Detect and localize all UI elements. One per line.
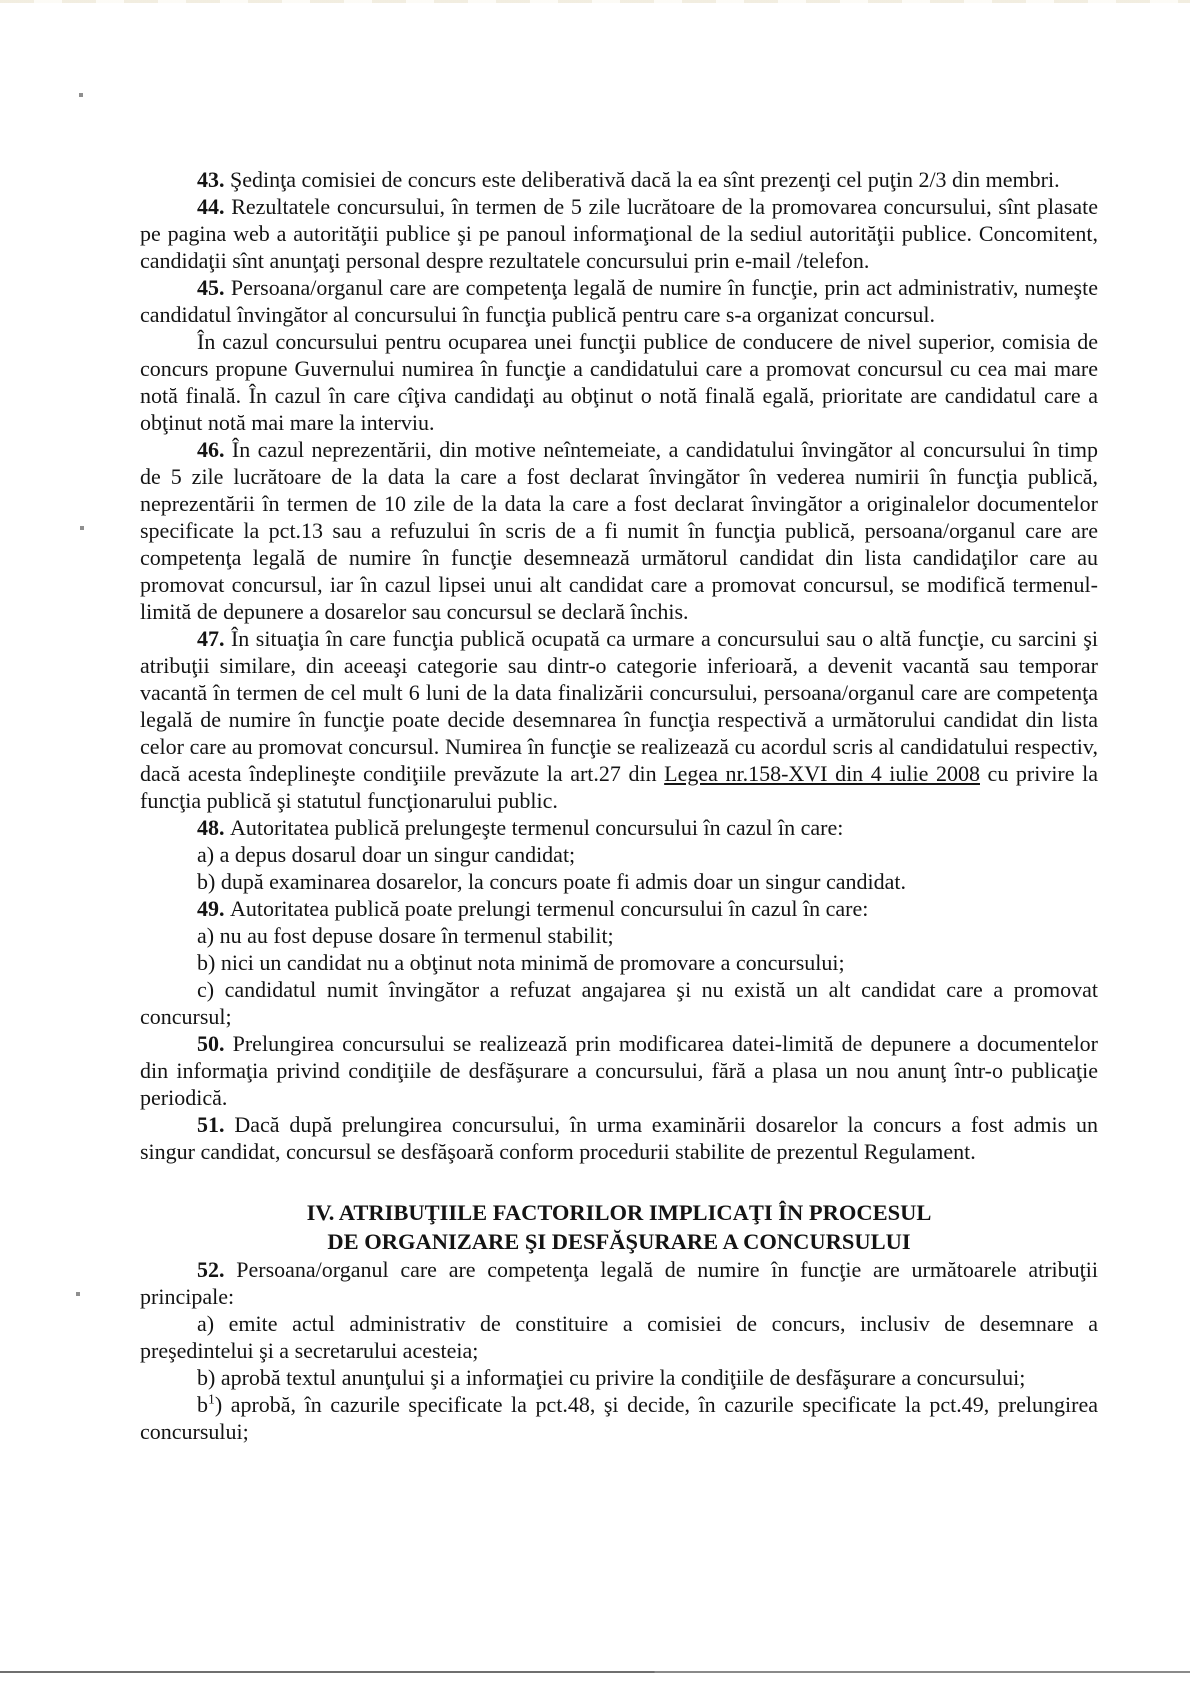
paragraph-number: 49. [197,896,225,921]
paragraph-49-item-a [140,922,1098,949]
paragraph-45 [140,274,1098,328]
paragraph-text: În cazul neprezentării, din motive neîntemeiate, a candidatului învingător al concursului în timp de 5 zile lucrătoare de la data la care a fost declarat învingător în vederea numirii în funcţia publică, neprezentării în termen de 10 zile de la data la care a fost declarat învingător a originalelor documentelor specificate la pct.13 sau a refuzului în scris de a fi numit în funcţia publică, persoana/organul care are competenţa legală de numire în funcţie desemnează următorul candidat din lista candidaţilor care au promovat concursul, iar în cazul lipsei unui alt candidat care a promovat concursul, se modifică termenul-limită de depunere a dosarelor sau concursul se declară închis. [140,437,1099,624]
paragraph-number: 46. [197,437,225,462]
superscript-1: 1 [208,1391,215,1407]
scan-speck [80,526,84,530]
paragraph-text: În cazul concursului pentru ocuparea unei funcţii publice de conducere de nivel superior, comisia de concurs propune Guvernului numirea în funcţie a candidatului care a promovat concursul cu cea mai mare notă finală. În cazul în care cîţiva candidaţi au obţinut o notă finală egală, prioritate are candidatul care a obţinut notă mai mare la interviu. [140,329,1098,435]
paragraph-49 [140,895,1098,922]
paragraph-text: Autoritatea publică poate prelungi termenul concursului în cazul în care: [230,896,869,921]
paragraph-number: 43. [197,167,225,192]
section-heading [140,1198,1098,1256]
list-item-text: a) emite actul administrativ de constituire a comisiei de concurs, inclusiv de desemnare a preşedintelui şi a secretarului acesteia; [140,1311,1098,1363]
paragraph-text: Şedinţa comisiei de concurs este deliberativă dacă la ea sînt prezenţi cel puţin 2/3 din membri. [230,167,1060,192]
law-reference: Legea nr.158-XVI din 4 iulie 2008 [664,761,980,786]
paragraph-text: În situaţia în care funcţia publică ocupată ca urmare a concursului sau o altă funcţie, cu sarcini şi atribuţii similare, din aceeaşi categorie sau dintr-o categorie inferioară, a devenit vacantă sau temporar vacantă în termen de cel mult 6 luni de la data finalizării concursului, persoana/organul care are competenţa legală de numire în funcţie poate decide desemnarea în funcţia respectivă a următorului candidat din lista celor care au promovat concursul. Numirea în funcţie se realizează cu acordul scris al candidatului respectiv, dacă acesta îndeplineşte condiţiile prevăzute la art.27 din [140,626,1098,786]
paragraph-49-item-c [140,976,1098,1030]
paragraph-49-item-b [140,949,1098,976]
paragraph-number: 45. [197,275,225,300]
paragraph-48 [140,814,1098,841]
paragraph-number: 48. [197,815,225,840]
scan-speck [79,93,83,97]
paragraph-text: Persoana/organul care are competenţa legală de numire în funcţie are următoarele atribuţii principale: [140,1257,1098,1309]
section-heading-line1: IV. ATRIBUŢIILE FACTORILOR IMPLICAŢI ÎN PROCESUL [306,1200,932,1225]
list-item-text: b) aprobă textul anunţului şi a informaţiei cu privire la condiţiile de desfăşurare a concursului; [197,1365,1026,1390]
paragraph-52-item-b1 [140,1391,1098,1445]
paragraph-52-item-a [140,1310,1098,1364]
paragraph-text: Dacă după prelungirea concursului, în urma examinării dosarelor la concurs a fost admis un singur candidat, concursul se desfăşoară conform procedurii stabilite de prezentul Regulament. [140,1112,1099,1164]
list-item-text: ) aprobă, în cazurile specificate la pct.48, şi decide, în cazurile specificate la pct.49, prelungirea concursului; [140,1392,1098,1444]
paragraph-number: 51. [197,1112,225,1137]
scan-bottom-rule [0,1671,1190,1673]
paragraph-text: Persoana/organul care are competenţa legală de numire în funcţie, prin act administrativ, numeşte candidatul învingător al concursului în funcţia publică pentru care s-a organizat concursul. [140,275,1098,327]
paragraph-52-item-b [140,1364,1098,1391]
list-item-text: b) nici un candidat nu a obţinut nota minimă de promovare a concursului; [197,950,845,975]
paragraph-44 [140,193,1098,274]
paragraph-48-item-a [140,841,1098,868]
paragraph-48-item-b [140,868,1098,895]
scan-speck [76,1292,80,1296]
document-text-block [140,166,1098,1445]
list-item-text: a) a depus dosarul doar un singur candidat; [197,842,576,867]
paragraph-50 [140,1030,1098,1111]
paragraph-number: 52. [197,1257,225,1282]
list-item-text: b) după examinarea dosarelor, la concurs poate fi admis doar un singur candidat. [197,869,906,894]
paragraph-46 [140,436,1098,625]
list-item-text: a) nu au fost depuse dosare în termenul stabilit; [197,923,614,948]
paragraph-number: 50. [197,1031,225,1056]
paragraph-43 [140,166,1098,193]
paragraph-number: 44. [197,194,225,219]
paragraph-text: cu privire la funcţia publică şi statutul funcţionarului public. [140,761,1098,813]
section-heading-line2: DE ORGANIZARE ŞI DESFĂŞURARE A CONCURSULUI [327,1229,911,1254]
paragraph-text: Autoritatea publică prelungeşte termenul concursului în cazul în care: [230,815,844,840]
paragraph-52 [140,1256,1098,1310]
list-item-prefix: b [197,1392,208,1417]
paragraph-text: Rezultatele concursului, în termen de 5 zile lucrătoare de la promovarea concursului, sînt plasate pe pagina web a autorităţii publice şi pe panoul informaţional de la sediul autorităţii publice. Concomitent, candidaţii sînt anunţaţi personal despre rezultatele concursului prin e-mail /telefon. [140,194,1098,273]
paragraph-51 [140,1111,1098,1165]
paragraph-text: Prelungirea concursului se realizează prin modificarea datei-limită de depunere a documentelor din informaţia privind condiţiile de desfăşurare a concursului, fără a plasa un nou anunţ într-o publicaţie periodică. [140,1031,1099,1110]
paragraph-47 [140,625,1098,814]
scan-top-edge-artifact [0,0,1190,3]
list-item-text: c) candidatul numit învingător a refuzat angajarea şi nu există un alt candidat care a promovat concursul; [140,977,1098,1029]
paragraph-45-continuation [140,328,1098,436]
paragraph-number: 47. [197,626,225,651]
